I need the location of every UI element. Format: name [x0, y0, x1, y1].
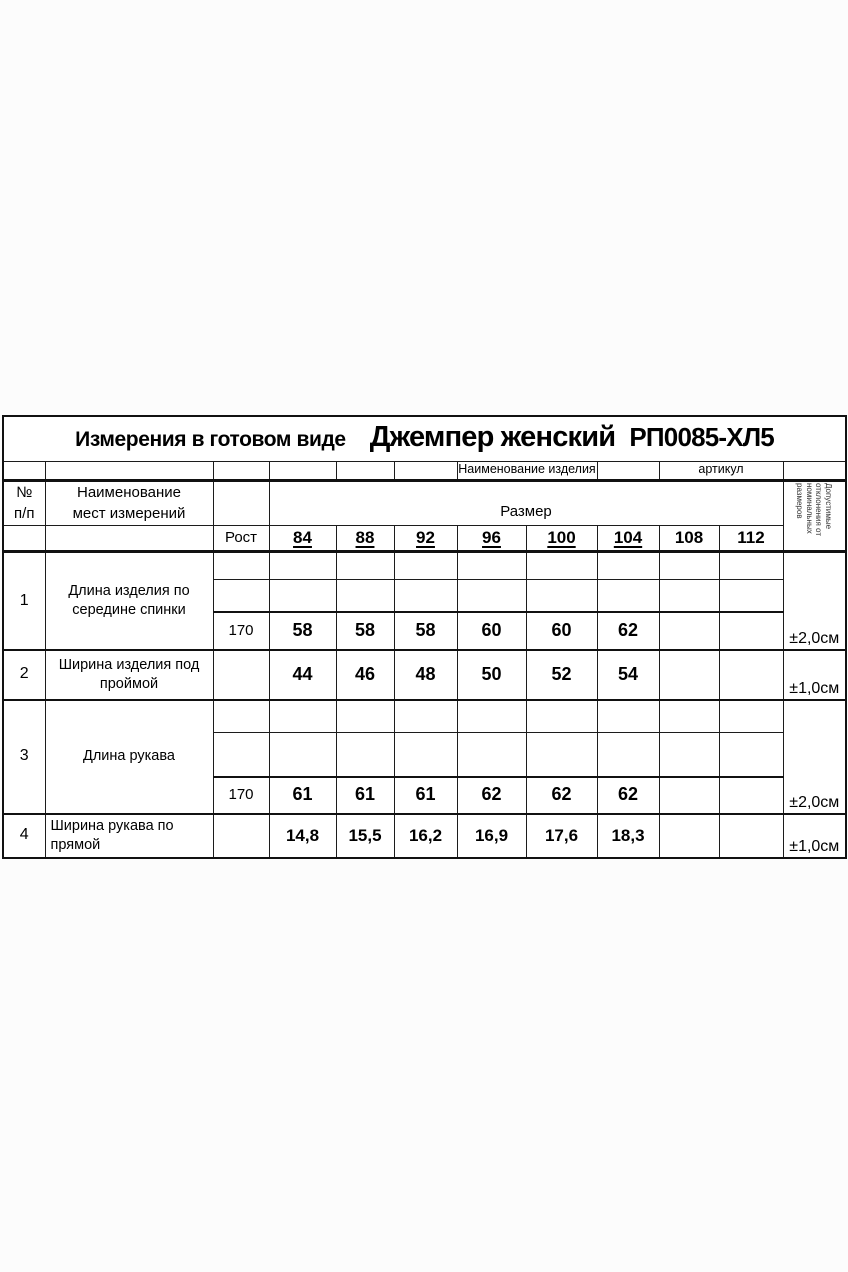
empty-cell — [526, 700, 597, 733]
empty-cell — [457, 700, 526, 733]
meta-empty-cell — [394, 461, 457, 480]
value-cell: 58 — [269, 612, 336, 650]
empty-cell — [526, 733, 597, 777]
value-cell: 50 — [457, 650, 526, 700]
num-header — [3, 480, 45, 526]
num-header-line1: № — [16, 483, 33, 501]
article-label: артикул — [659, 461, 783, 480]
empty-cell — [526, 552, 597, 580]
meta-empty-cell — [336, 461, 394, 480]
empty-header-cell — [45, 526, 213, 552]
tolerance-value: ±1,0см — [783, 814, 846, 858]
group1-subrow1 — [3, 552, 846, 580]
empty-cell — [213, 700, 269, 733]
meta-empty-cell — [3, 461, 45, 480]
value-cell: 62 — [457, 777, 526, 814]
num-header-line2: п/п — [14, 505, 35, 523]
header-row-2 — [3, 526, 846, 552]
row-number: 4 — [3, 814, 45, 858]
row-number: 1 — [3, 552, 45, 650]
value-cell: 62 — [526, 777, 597, 814]
group4-row — [3, 814, 846, 858]
height-value — [213, 814, 269, 858]
size-col-92: 92 — [394, 526, 457, 552]
title-article: РП0085-ХЛ5 — [629, 422, 774, 452]
value-cell: 16,2 — [394, 814, 457, 858]
tolerance-value: ±2,0см — [783, 552, 846, 650]
empty-cell — [213, 733, 269, 777]
size-col-84: 84 — [269, 526, 336, 552]
tolerance-header — [783, 480, 846, 552]
size-col-88: 88 — [336, 526, 394, 552]
value-cell: 48 — [394, 650, 457, 700]
title-product: Джемпер женский — [369, 421, 616, 453]
tolerance-value: ±1,0см — [783, 650, 846, 700]
value-cell: 58 — [394, 612, 457, 650]
size-col-96: 96 — [457, 526, 526, 552]
measurement-name: Ширина рукава по прямой — [45, 814, 213, 858]
empty-cell — [719, 733, 783, 777]
empty-cell — [597, 700, 659, 733]
measurement-table — [2, 415, 847, 859]
meta-empty-cell — [783, 461, 846, 480]
value-cell — [659, 814, 719, 858]
header-row-1 — [3, 480, 846, 526]
value-cell: 18,3 — [597, 814, 659, 858]
empty-cell — [269, 700, 336, 733]
empty-cell — [659, 552, 719, 580]
empty-cell — [394, 700, 457, 733]
empty-cell — [269, 580, 336, 612]
height-value: 170 — [213, 777, 269, 814]
measurement-name: Длина изделия по середине спинки — [45, 552, 213, 650]
empty-cell — [269, 552, 336, 580]
empty-cell — [719, 580, 783, 612]
tolerance-value: ±2,0см — [783, 700, 846, 814]
value-cell: 62 — [597, 612, 659, 650]
empty-cell — [457, 552, 526, 580]
empty-cell — [394, 552, 457, 580]
places-header: Наименование мест измерений — [45, 480, 213, 526]
empty-cell — [659, 580, 719, 612]
value-cell: 60 — [457, 612, 526, 650]
empty-cell — [336, 552, 394, 580]
empty-cell — [597, 552, 659, 580]
value-cell: 61 — [336, 777, 394, 814]
empty-cell — [213, 580, 269, 612]
title-row — [3, 416, 846, 461]
tolerance-rotated-caption: Допустимые отклонения от номинальных размеров — [795, 482, 834, 536]
empty-cell — [457, 580, 526, 612]
empty-header-cell — [213, 480, 269, 526]
size-col-100: 100 — [526, 526, 597, 552]
size-col-104: 104 — [597, 526, 659, 552]
empty-cell — [526, 580, 597, 612]
value-cell — [719, 612, 783, 650]
empty-cell — [659, 733, 719, 777]
row-number: 3 — [3, 700, 45, 814]
product-name-label: Наименование изделия — [457, 461, 597, 480]
empty-cell — [597, 733, 659, 777]
empty-cell — [457, 733, 526, 777]
meta-empty-cell — [597, 461, 659, 480]
value-cell: 60 — [526, 612, 597, 650]
meta-empty-cell — [45, 461, 213, 480]
empty-cell — [597, 580, 659, 612]
measurement-sheet — [2, 415, 847, 859]
empty-cell — [394, 580, 457, 612]
height-value: 170 — [213, 612, 269, 650]
value-cell: 58 — [336, 612, 394, 650]
row-number: 2 — [3, 650, 45, 700]
size-col-108: 108 — [659, 526, 719, 552]
empty-cell — [336, 580, 394, 612]
empty-cell — [336, 733, 394, 777]
value-cell: 54 — [597, 650, 659, 700]
value-cell: 15,5 — [336, 814, 394, 858]
value-cell — [659, 777, 719, 814]
value-cell — [659, 612, 719, 650]
height-value — [213, 650, 269, 700]
value-cell: 17,6 — [526, 814, 597, 858]
value-cell — [719, 814, 783, 858]
meta-empty-cell — [213, 461, 269, 480]
empty-cell — [269, 733, 336, 777]
empty-cell — [213, 552, 269, 580]
value-cell — [719, 777, 783, 814]
meta-row — [3, 461, 846, 480]
value-cell: 61 — [269, 777, 336, 814]
value-cell: 16,9 — [457, 814, 526, 858]
empty-cell — [719, 552, 783, 580]
title-prefix: Измерения в готовом виде — [75, 428, 346, 451]
size-col-112: 112 — [719, 526, 783, 552]
measurement-name: Длина рукава — [45, 700, 213, 814]
group2-row — [3, 650, 846, 700]
height-header: Рост — [213, 526, 269, 552]
value-cell: 14,8 — [269, 814, 336, 858]
value-cell: 61 — [394, 777, 457, 814]
meta-empty-cell — [269, 461, 336, 480]
empty-cell — [719, 700, 783, 733]
value-cell: 46 — [336, 650, 394, 700]
value-cell — [719, 650, 783, 700]
empty-cell — [394, 733, 457, 777]
value-cell: 44 — [269, 650, 336, 700]
value-cell: 62 — [597, 777, 659, 814]
value-cell — [659, 650, 719, 700]
empty-cell — [336, 700, 394, 733]
empty-header-cell — [3, 526, 45, 552]
size-group-header: Размер — [269, 480, 783, 526]
measurement-name: Ширина изделия под проймой — [45, 650, 213, 700]
empty-cell — [659, 700, 719, 733]
value-cell: 52 — [526, 650, 597, 700]
group3-subrow1 — [3, 700, 846, 733]
title-cell — [3, 416, 846, 461]
